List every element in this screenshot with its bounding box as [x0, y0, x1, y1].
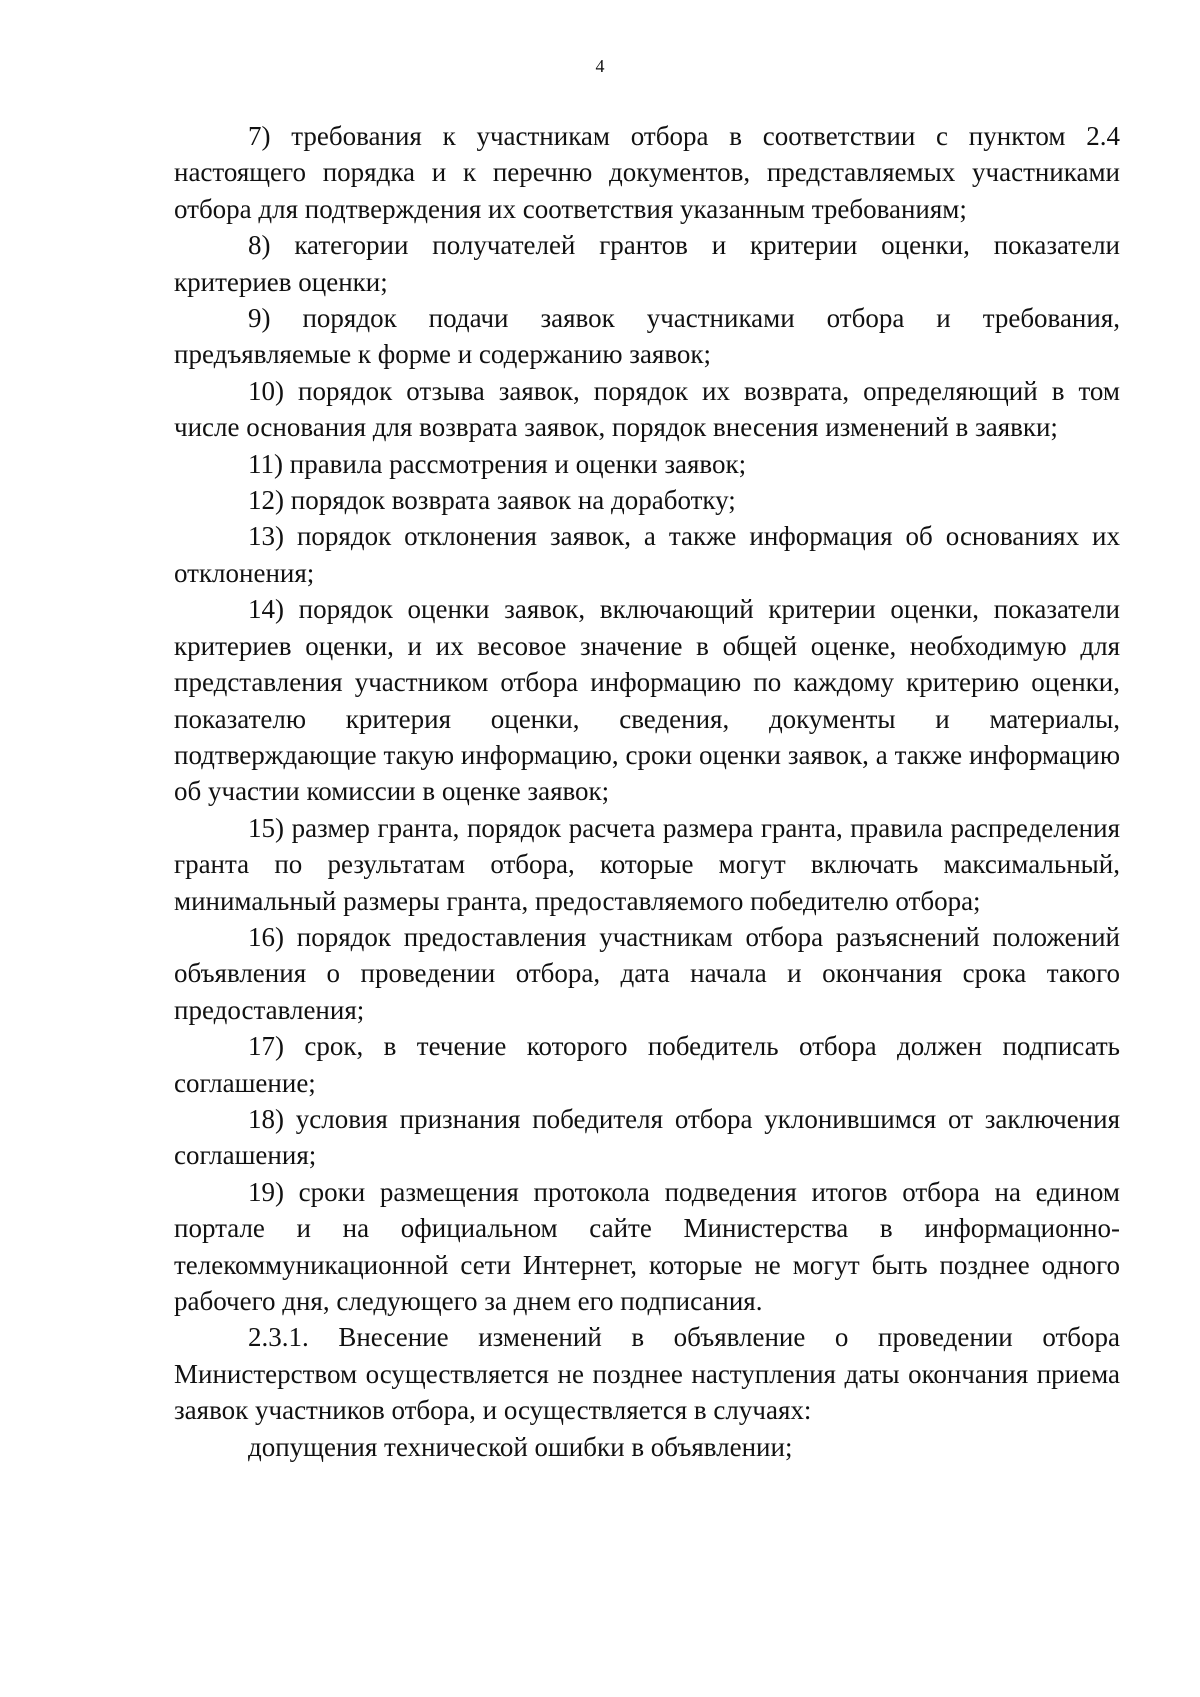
list-item-14: 14) порядок оценки заявок, включающий критерии оценки, показатели критериев оценки, и их весовое значение в общей оценке, необходимую для представления участником отбора информацию по каждому критерию оценки, показателю критерия оценки, сведения, документы и материалы, подтверждающие такую информацию, сроки оценки заявок, а также информацию об участии комиссии в оценке заявок; — [174, 594, 1120, 807]
list-item-17: 17) срок, в течение которого победитель отбора должен подписать соглашение; — [174, 1031, 1120, 1098]
list-item-16: 16) порядок предоставления участникам отбора разъяснений положений объявления о проведении отбора, дата начала и окончания срока такого предоставления; — [174, 921, 1120, 1025]
case-technical-error: допущения технической ошибки в объявлении; — [248, 1431, 793, 1462]
list-item-13: 13) порядок отклонения заявок, а также информация об основаниях их отклонения; — [174, 521, 1120, 588]
list-item-10: 10) порядок отзыва заявок, порядок их возврата, определяющий в том числе основания для возврата заявок, порядок внесения изменений в заявки; — [174, 375, 1120, 443]
list-item-9: 9) порядок подачи заявок участниками отбора и требования, предъявляемые к форме и содержанию заявок; — [174, 303, 1120, 370]
list-item-18: 18) условия признания победителя отбора уклонившимся от заключения соглашения; — [174, 1103, 1120, 1171]
list-item-19: 19) сроки размещения протокола подведения итогов отбора на едином портале и на официальном сайте Министерства в информационно-телекоммуникационной сети Интернет, которые не могут быть позднее одного рабочего дня, следующего за днем его подписания. — [174, 1176, 1120, 1316]
list-item-8: 8) категории получателей грантов и критерии оценки, показатели критериев оценки; — [174, 230, 1120, 297]
page-number: 4 — [595, 56, 605, 76]
list-item-15: 15) размер гранта, порядок расчета размера гранта, правила распределения гранта по результатам отбора, которые могут включать максимальный, минимальный размеры гранта, предоставляемого победителю отбора; — [174, 812, 1120, 916]
list-item-11: 11) правила рассмотрения и оценки заявок; — [248, 448, 747, 479]
list-item-12: 12) порядок возврата заявок на доработку; — [248, 485, 736, 516]
section-2-3-1: 2.3.1. Внесение изменений в объявление о проведении отбора Министерством осуществляется не позднее наступления даты окончания приема заявок участников отбора, и осуществляется в случаях: — [174, 1322, 1120, 1426]
list-item-7: 7) требования к участникам отбора в соответствии с пунктом 2.4 настоящего порядка и к перечню документов, представляемых участниками отбора для подтверждения их соответствия указанным требованиям; — [174, 121, 1120, 224]
document-body — [174, 118, 1120, 1465]
